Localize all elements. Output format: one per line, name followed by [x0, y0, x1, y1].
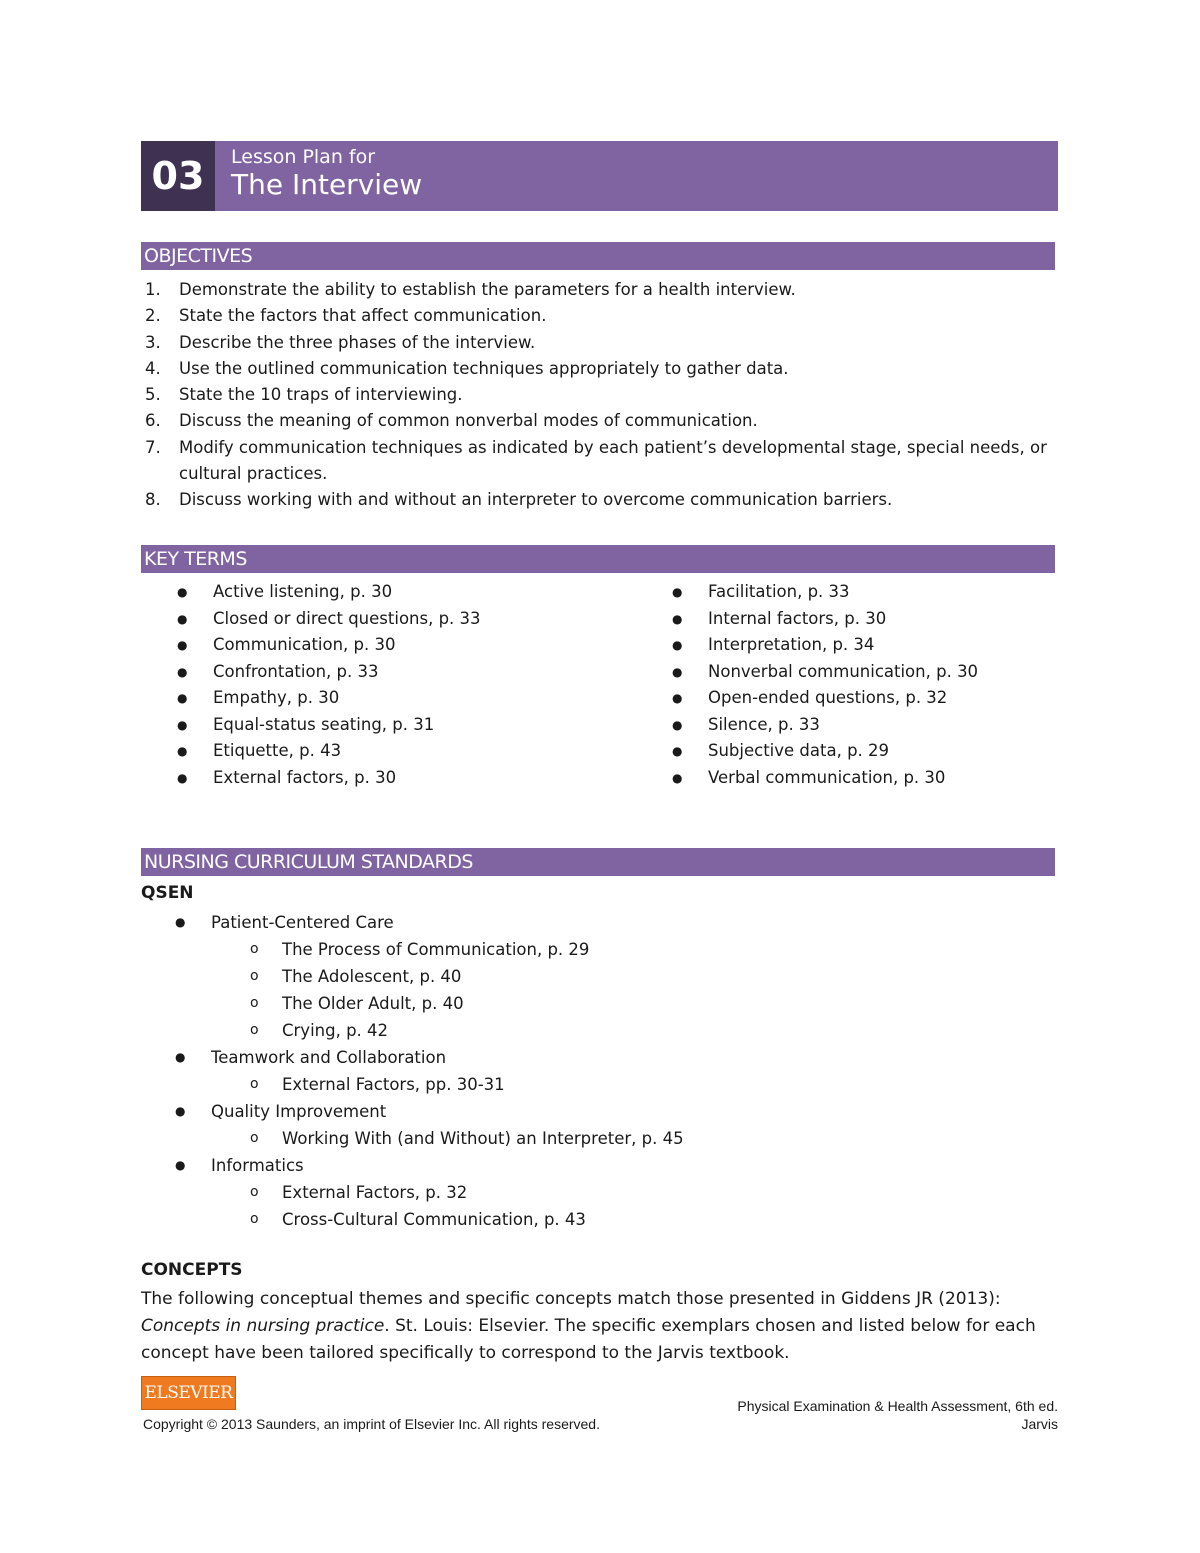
key-terms-heading: KEY TERMS	[141, 545, 1055, 573]
concepts-text-before: The following conceptual themes and specific concepts match those presented in Giddens JR (2013):	[141, 1289, 1001, 1309]
concepts-heading: CONCEPTS	[141, 1260, 243, 1280]
key-term-item	[177, 765, 481, 792]
objective-number: 8.	[145, 490, 161, 510]
key-term-text: Etiquette, p. 43	[213, 741, 342, 760]
key-term-text: Equal-status seating, p. 31	[213, 714, 435, 734]
sub-bullet-icon: o	[250, 1076, 259, 1092]
bullet-icon: ●	[177, 691, 188, 705]
key-term-text: Verbal communication, p. 30	[708, 767, 946, 787]
key-term-text: Communication, p. 30	[213, 635, 396, 654]
objective-number: 4.	[145, 358, 161, 378]
key-term-text: Open-ended questions, p. 32	[708, 688, 948, 707]
key-term-item	[672, 606, 978, 633]
key-term-item	[177, 738, 481, 765]
objectives-list	[141, 277, 1051, 514]
objective-text: Demonstrate the ability to establish the parameters for a health interview.	[179, 280, 796, 299]
qsen-sub-list	[211, 1125, 684, 1152]
qsen-competency-label: Informatics	[211, 1156, 304, 1175]
sub-bullet-icon: o	[250, 1022, 259, 1038]
page-title: The Interview	[231, 168, 423, 201]
qsen-sub-list	[211, 1071, 684, 1098]
objective-item	[141, 330, 1051, 356]
qsen-sub-item	[211, 1071, 684, 1098]
objectives-heading: OBJECTIVES	[141, 242, 1055, 270]
qsen-sub-text: The Process of Communication, p. 29	[282, 940, 590, 959]
objective-text: Modify communication techniques as indicated by each patient’s developmental stage, special needs, or cultural practices.	[179, 437, 1047, 484]
bullet-icon: ●	[672, 638, 683, 652]
objective-item	[141, 356, 1051, 382]
key-term-item	[177, 606, 481, 633]
key-term-text: Subjective data, p. 29	[708, 741, 890, 760]
key-term-item	[672, 659, 978, 686]
bullet-icon: ●	[672, 585, 683, 599]
objective-text: Use the outlined communication techniques appropriately to gather data.	[179, 358, 789, 378]
qsen-sub-item	[211, 1206, 684, 1233]
qsen-sub-item	[211, 936, 684, 963]
key-term-text: Facilitation, p. 33	[708, 582, 850, 601]
qsen-sub-text: Cross-Cultural Communication, p. 43	[282, 1210, 586, 1229]
sub-bullet-icon: o	[250, 1184, 259, 1200]
key-term-item	[177, 712, 481, 739]
qsen-sub-text: Crying, p. 42	[282, 1021, 389, 1040]
objective-item	[141, 277, 1051, 303]
sub-bullet-icon: o	[250, 941, 259, 957]
objective-item	[141, 487, 1051, 513]
qsen-sub-text: External Factors, p. 32	[282, 1183, 468, 1202]
key-term-item	[672, 632, 978, 659]
bullet-icon: ●	[177, 717, 188, 732]
bullet-icon: ●	[175, 1104, 186, 1118]
qsen-sub-item	[211, 1179, 684, 1206]
objective-number: 6.	[145, 411, 161, 431]
bullet-icon: ●	[177, 585, 188, 599]
key-term-text: Nonverbal communication, p. 30	[708, 661, 979, 681]
objective-number: 7.	[145, 437, 161, 457]
bullet-icon: ●	[672, 744, 683, 758]
objective-number: 1.	[145, 280, 161, 299]
objective-number: 5.	[145, 385, 161, 405]
concepts-paragraph	[141, 1286, 1061, 1367]
qsen-competency	[175, 1044, 684, 1098]
standards-heading: NURSING CURRICULUM STANDARDS	[141, 848, 1055, 876]
bullet-icon: ●	[672, 691, 683, 705]
key-term-text: Silence, p. 33	[708, 714, 820, 734]
sub-bullet-icon: o	[250, 1130, 259, 1146]
bullet-icon: ●	[672, 717, 683, 732]
chapter-number: 03	[141, 141, 215, 211]
qsen-sub-list	[211, 936, 684, 1044]
elsevier-logo: ELSEVIER	[141, 1376, 236, 1410]
objective-text: Discuss the meaning of common nonverbal modes of communication.	[179, 411, 758, 431]
key-term-text: Active listening, p. 30	[213, 582, 393, 601]
bullet-icon: ●	[175, 1158, 186, 1172]
objective-item	[141, 435, 1051, 488]
key-terms-left-column	[177, 579, 481, 791]
key-term-item	[672, 685, 978, 712]
sub-bullet-icon: o	[250, 1211, 259, 1227]
key-term-text: Closed or direct questions, p. 33	[213, 608, 481, 628]
book-title: Physical Examination & Health Assessment, 6th ed.	[737, 1398, 1058, 1414]
key-term-text: Empathy, p. 30	[213, 688, 340, 707]
book-author: Jarvis	[1021, 1416, 1058, 1432]
objective-item	[141, 408, 1051, 434]
objective-text: Discuss working with and without an interpreter to overcome communication barriers.	[179, 490, 893, 510]
qsen-sub-text: External Factors, pp. 30-31	[282, 1075, 505, 1094]
bullet-icon: ●	[175, 1050, 186, 1064]
key-term-item	[177, 632, 481, 659]
bullet-icon: ●	[175, 915, 186, 929]
qsen-competency-label: Quality Improvement	[211, 1102, 387, 1121]
key-term-text: Confrontation, p. 33	[213, 661, 379, 681]
sub-bullet-icon: o	[250, 995, 259, 1011]
key-terms-right-column	[672, 579, 978, 791]
key-term-item	[672, 738, 978, 765]
qsen-sub-text: Working With (and Without) an Interpreter, p. 45	[282, 1129, 684, 1148]
objective-text: State the 10 traps of interviewing.	[179, 385, 463, 405]
key-term-item	[672, 712, 978, 739]
qsen-competency	[175, 909, 684, 1044]
chapter-banner	[141, 141, 1058, 211]
key-term-item	[177, 685, 481, 712]
qsen-sub-list	[211, 1179, 684, 1233]
key-term-text: Interpretation, p. 34	[708, 635, 875, 654]
qsen-sub-item	[211, 990, 684, 1017]
qsen-competency-label: Patient-Centered Care	[211, 913, 394, 932]
sub-bullet-icon: o	[250, 968, 259, 984]
key-term-item	[177, 659, 481, 686]
banner-subtitle: Lesson Plan for	[231, 146, 376, 168]
objective-item	[141, 303, 1051, 329]
qsen-competency-label: Teamwork and Collaboration	[211, 1048, 447, 1067]
key-term-item	[177, 579, 481, 606]
qsen-competency	[175, 1098, 684, 1152]
objective-text: Describe the three phases of the interview.	[179, 332, 536, 352]
objective-text: State the factors that affect communication.	[179, 306, 547, 326]
concepts-book-title: Concepts in nursing practice	[141, 1316, 385, 1336]
bullet-icon: ●	[672, 611, 683, 626]
qsen-sub-text: The Adolescent, p. 40	[282, 967, 462, 986]
concepts-text-after: . St. Louis: Elsevier. The specific exemplars chosen and listed below for each concept have been tailored specifically to correspond to the Jarvis textbook.	[141, 1316, 1036, 1363]
bullet-icon: ●	[672, 770, 683, 785]
qsen-label: QSEN	[141, 883, 194, 903]
objective-number: 3.	[145, 332, 161, 352]
bullet-icon: ●	[177, 770, 188, 785]
key-term-item	[672, 579, 978, 606]
key-term-text: Internal factors, p. 30	[708, 608, 887, 628]
qsen-sub-item	[211, 1125, 684, 1152]
objective-item	[141, 382, 1051, 408]
copyright-notice: Copyright © 2013 Saunders, an imprint of Elsevier Inc. All rights reserved.	[143, 1416, 600, 1432]
bullet-icon: ●	[672, 664, 683, 679]
key-term-item	[672, 765, 978, 792]
bullet-icon: ●	[177, 664, 188, 679]
bullet-icon: ●	[177, 744, 188, 758]
key-term-text: External factors, p. 30	[213, 767, 397, 787]
bullet-icon: ●	[177, 611, 188, 626]
qsen-sub-item	[211, 963, 684, 990]
qsen-list	[175, 909, 684, 1233]
objective-number: 2.	[145, 306, 161, 326]
qsen-sub-item	[211, 1017, 684, 1044]
bullet-icon: ●	[177, 638, 188, 652]
qsen-sub-text: The Older Adult, p. 40	[282, 994, 464, 1013]
qsen-competency	[175, 1152, 684, 1233]
